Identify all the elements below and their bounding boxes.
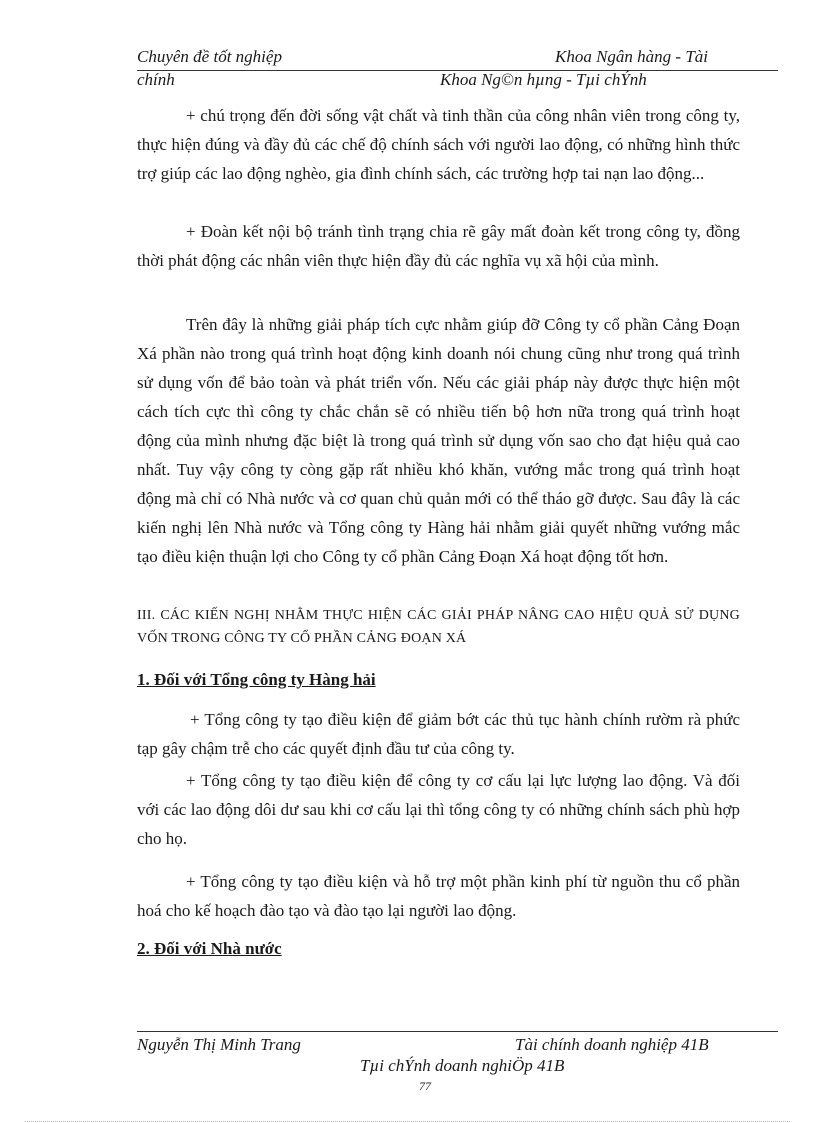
- paragraph: [137, 101, 740, 188]
- footer-author: Nguyễn Thị Minh Trang: [137, 1035, 301, 1054]
- paragraph: [137, 217, 740, 275]
- subsection-heading: 2. Đối với Nhà nước: [137, 939, 282, 958]
- footer-class-garbled: Tµi chÝnh doanh nghiÖp 41B: [360, 1056, 565, 1075]
- section-title: III. CÁC KIẾN NGHỊ NHẰM THỰC HIỆN CÁC GIẢI PHÁP NÂNG CAO HIỆU QUẢ SỬ DỤNG VỐN TRONG CÔNG TY CỔ PHẦN CẢNG ĐOẠN XÁ: [137, 608, 740, 646]
- paragraph-text: + Tổng công ty tạo điều kiện để công ty cơ cấu lại lực lượng lao động. Và đối với các lao động dôi dư sau khi cơ cấu lại thì tổng công ty có những chính sách phù hợp cho họ.: [137, 771, 740, 848]
- paragraph-text: + chú trọng đến đời sống vật chất và tinh thần của công nhân viên trong công ty, thực hiện đúng và đầy đủ các chế độ chính sách với người lao động, có những hình thức trợ giúp các lao động nghèo, gia đình chính sách, các trường hợp tai nạn lao động...: [137, 106, 740, 183]
- paragraph: [137, 766, 740, 853]
- paragraph-text: + Đoàn kết nội bộ tránh tình trạng chia rẽ gây mất đoàn kết trong công ty, đồng thời phát động các nhân viên thực hiện đầy đủ các nghĩa vụ xã hội của mình.: [137, 222, 740, 270]
- paragraph-text: Trên đây là những giải pháp tích cực nhằm giúp đỡ Công ty cổ phần Cảng Đoạn Xá phần nào trong quá trình hoạt động kinh doanh nói chung cũng như trong quá trình sử dụng vốn để bảo toàn và phát triển vốn. Nếu các giải pháp này được thực hiện một cách tích cực thì công ty chắc chắn sẽ có nhiều tiến bộ hơn nữa trong quá trình hoạt động của mình nhưng đặc biệt là trong quá trình sử dụng vốn sao cho đạt hiệu quả cao nhất. Tuy vậy công ty còng gặp rất nhiều khó khăn, vướng mắc trong quá trình hoạt động mà chỉ có Nhà nước và cơ quan chủ quản mới có thể tháo gỡ được. Sau đây là các kiến nghị lên Nhà nước và Tổng công ty Hàng hải nhằm giải quyết những vướng mắc tạo điều kiện thuận lợi cho Công ty cổ phần Cảng Đoạn Xá hoạt động tốt hơn.: [137, 315, 740, 566]
- paragraph: [137, 310, 740, 571]
- header-title: Chuyên đề tốt nghiệp: [137, 47, 282, 66]
- subsection-heading: 1. Đối với Tổng công ty Hàng hải: [137, 670, 376, 689]
- header-title-continued: chính: [137, 70, 175, 89]
- paragraph-text: + Tổng công ty tạo điều kiện để giảm bớt các thủ tục hành chính rườm rà phức tạp gây chậm trễ cho các quyết định đầu tư của công ty.: [137, 710, 740, 758]
- header-faculty: Khoa Ngân hàng - Tài: [555, 47, 709, 66]
- paragraph: [137, 705, 740, 763]
- footer-rule: [137, 1031, 778, 1032]
- paragraph-text: + Tổng công ty tạo điều kiện và hỗ trợ một phần kinh phí từ nguồn thu cổ phần hoá cho kế hoạch đào tạo và đào tạo lại người lao động.: [137, 872, 740, 920]
- page-bottom-border: [25, 1121, 790, 1122]
- header-faculty-garbled: Khoa Ng©n hµng - Tµi chÝnh: [440, 70, 647, 89]
- footer-class: Tài chính doanh nghiệp 41B: [515, 1035, 709, 1054]
- page-number: 77: [419, 1079, 431, 1093]
- paragraph: [137, 867, 740, 925]
